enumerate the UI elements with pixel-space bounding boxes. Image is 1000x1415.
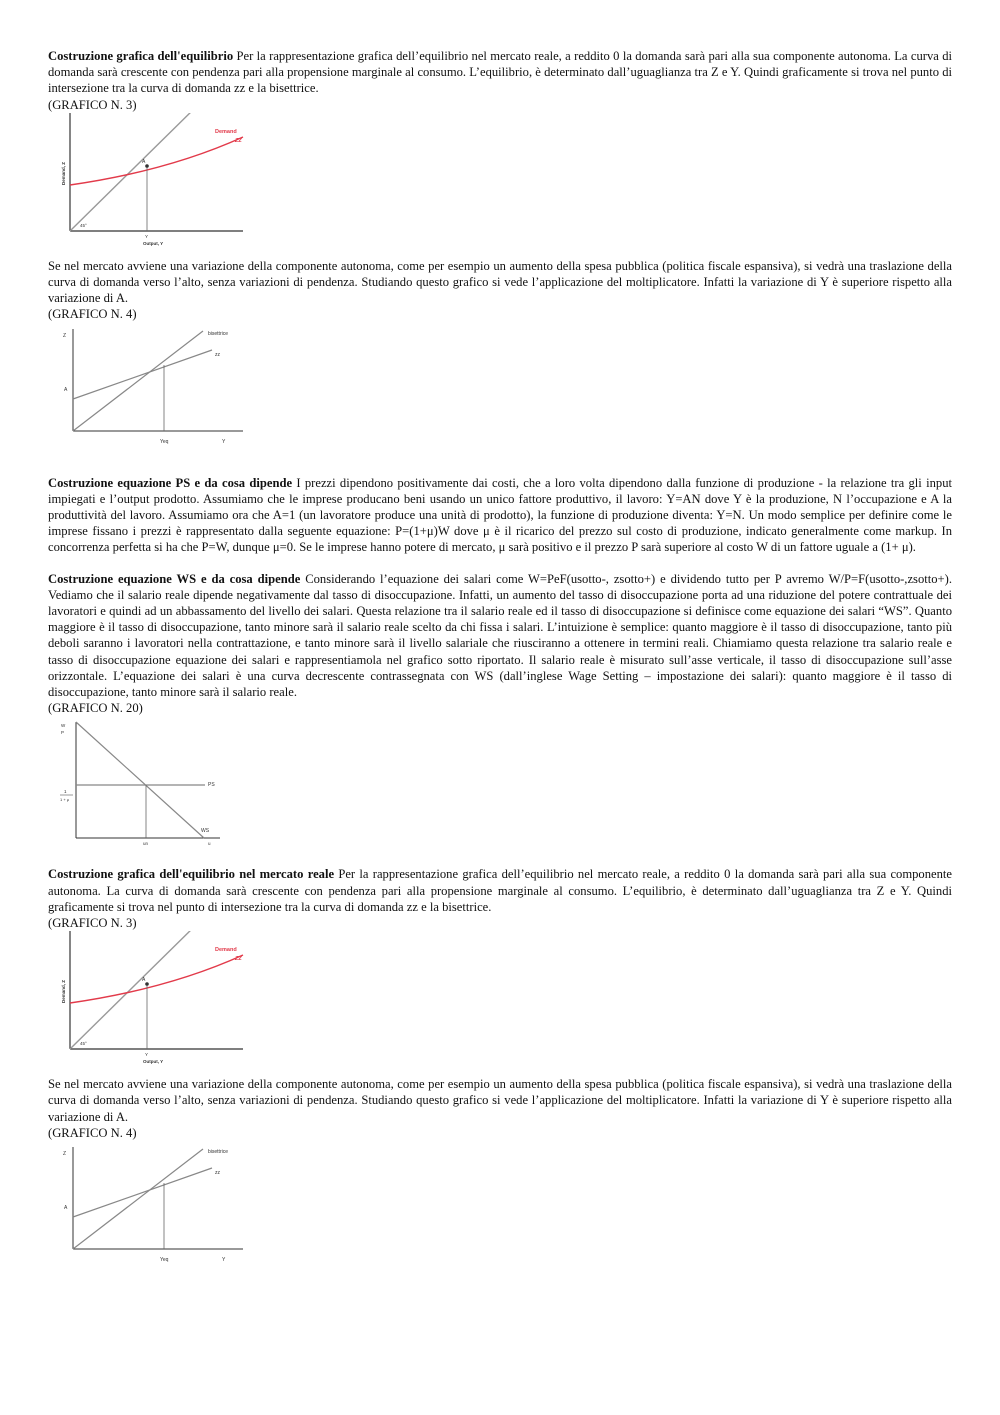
section-equilibrium-real-market: [48, 866, 952, 1066]
angle-label: 45°: [80, 1041, 87, 1047]
section-ws-equation: [48, 571, 952, 847]
paragraph-text: Se nel mercato avviene una variazione della componente autonoma, come per esempio un aumento della spesa pubblica (politica fiscale espansiva), si vedrà una traslazione della curva di domanda verso l’alto, senza variazioni di pendenza. Studiando questo grafico si vede l’applicazione del moltiplicatore. Infatti la variazione di Y è superiore rispetto alla variazione di A.: [48, 258, 952, 306]
figure-label: (GRAFICO N. 20): [48, 701, 143, 716]
ps-value-label: 1: [64, 789, 67, 795]
eq-label: Yeq: [160, 1257, 169, 1264]
y-axis-label: Z: [63, 332, 67, 339]
curve-label: ZZ: [235, 137, 242, 144]
paragraph-text: Per la rappresentazione grafica dell’equilibrio nel mercato reale, a reddito 0 la domanda sarà pari alla sua componente autonoma. La curva di domanda sarà crescente con pendenza pari alla propensione marginale al consumo. L’equilibrio, è determinato dall’uguaglianza tra Z e Y. Quindi graficamente si trova nel punto di intersezione tra la curva di domanda zz e la bisettrice.: [48, 867, 952, 914]
ws-curve: [76, 722, 204, 838]
x-axis-label: Y: [222, 1257, 226, 1264]
bisector-line: [73, 1149, 203, 1249]
zz-line: [73, 350, 212, 399]
section-heading: Costruzione grafica dell'equilibrio: [48, 49, 234, 63]
angle-label: 45°: [80, 222, 87, 228]
intercept-label: A: [64, 1205, 68, 1212]
intercept-label: A: [64, 386, 68, 393]
y-axis-label: P: [61, 730, 65, 736]
equilibrium-point: [145, 982, 149, 986]
section-heading: Costruzione equazione PS e da cosa dipende: [48, 475, 293, 490]
y-axis-label: Demand, Z: [61, 980, 66, 1004]
paragraph: [48, 571, 952, 701]
paragraph-text: Se nel mercato avviene una variazione della componente autonoma, come per esempio un aumento della spesa pubblica (politica fiscale espansiva), si vedrà una traslazione della curva di domanda verso l’alto, senza variazioni di pendenza. Studiando questo grafico si vede l’applicazione del moltiplicatore. Infatti la variazione di Y è superiore rispetto alla variazione di A.: [48, 1077, 952, 1124]
paragraph-text: Per la rappresentazione grafica dell’equilibrio nel mercato reale, a reddito 0 la domanda sarà pari alla sua componente autonoma. La curva di domanda sarà crescente con pendenza pari alla propensione marginale al consumo. L’equilibrio, è determinato dall’uguaglianza tra Z e Y. Quindi graficamente si trova nel punto di intersezione tra la curva di domanda zz e la bisettrice.: [48, 49, 952, 96]
curve-label: Demand: [215, 947, 237, 954]
x-tick-label: Y: [145, 1052, 149, 1058]
zz-line: [73, 1168, 212, 1217]
figure-g20: [58, 716, 233, 846]
demand-curve: [70, 137, 243, 185]
section-heading: Costruzione grafica dell'equilibrio nel mercato reale: [48, 867, 335, 882]
demand-curve: [70, 955, 243, 1003]
paragraph: [48, 866, 952, 915]
figure-g4: [58, 323, 258, 453]
zz-label: zz: [215, 1170, 220, 1177]
x-axis-label: u: [208, 841, 211, 847]
section-autonomous-change: [48, 1076, 952, 1271]
figure-g3: [58, 113, 258, 248]
x-axis-label: Y: [222, 438, 226, 445]
bisector-label: bisettrice: [208, 330, 229, 337]
bisector-label: bisettrice: [208, 1149, 229, 1156]
eq-label: Yeq: [160, 438, 169, 445]
section-ps-equation: [48, 475, 952, 556]
equilibrium-point: [145, 164, 149, 168]
paragraph-text: I prezzi dipendono positivamente dai costi, che a loro volta dipendono dalla funzione di produzione - la relazione tra gli input impiegati e l’output prodotto. Assumiamo che le imprese producano beni usando un unico fattore produttivo, il lavoro: Y=AN dove Y è la produzione, N l’occupazione e A la produttività del lavoro. Assumiamo ora che A=1 (un lavoratore produce una unità di prodotto), la funzione di produzione diventa: Y=N. Un modo semplice per definire come le imprese fissano i prezzi è rappresentato dalla seguente equazione: P=(1+μ)W dove μ è il ricarico del prezzo sul costo di produzione, indicato generalmente come markup. In concorrenza perfetta si ha che P=W, dunque μ=0. Se le imprese hanno potere di mercato, μ sarà positivo e il prezzo P sarà superiore al costo W di un fattore uguale a (1+ μ).: [48, 475, 952, 555]
figure-label: (GRAFICO N. 3): [48, 916, 137, 931]
paragraph-text: Considerando l’equazione dei salari come W=PeF(usotto-, zsotto+) e dividendo tutto per P avremo W/P=F(usotto-,zsotto+). Vediamo che il salario reale dipende negativamente dal tasso di disoccupazione. Infatti, un aumento del tasso di disoccupazione porta ad una riduzione del potere contrattuale dei lavoratori e quindi ad un abbassamento del livello dei salari. Questa relazione tra il salario reale ed il tasso di disoccupazione si definisce come equazione dei salari “WS”. Quanto maggiore è il tasso di disoccupazione, tanto minore sarà il salario reale scelto da chi fissa i salari. L’intuizione è semplice: quanto maggiore è il tasso di disoccupazione, tanto più deboli saranno i lavoratori nella contrattazione, e tanto minore sarà il livello salariale che riusciranno a ottenere in termini reali. Chiamiamo questa relazione tra salario reale e tasso di disoccupazione equazione dei salari e rappresentiamola nel grafico sotto riportato. Il salario reale è misurato sull’asse verticale, il tasso di disoccupazione sull’asse orizzontale. L’equazione dei salari è una curva decrescente contrassegnata con WS (dall’inglese Wage Setting – impostazione dei salari): quanto maggiore è il tasso di disoccupazione, tanto minore sarà il salario reale.: [48, 571, 952, 700]
y-axis-label: Z: [63, 1151, 67, 1158]
bisector-line: [70, 113, 198, 231]
point-label: A: [142, 158, 146, 165]
ps-value-label: 1 + μ: [60, 797, 70, 803]
x-tick-label: Y: [145, 233, 149, 239]
x-axis-label: Output, Y: [143, 240, 164, 246]
paragraph: [48, 1076, 952, 1125]
curve-label: Demand: [215, 128, 237, 135]
section-equilibrium-graph: [48, 48, 952, 248]
ws-label: WS: [201, 828, 210, 835]
ps-label: PS: [208, 782, 215, 789]
section-heading: Costruzione equazione WS e da cosa dipende: [48, 571, 301, 586]
figure-label: (GRAFICO N. 3): [48, 97, 137, 112]
section-autonomous-change: [48, 258, 952, 453]
figure-label: (GRAFICO N. 4): [48, 1125, 137, 1140]
y-axis-label: W: [61, 723, 66, 729]
un-label: un: [143, 841, 149, 847]
bisector-line: [73, 331, 203, 431]
paragraph: [48, 258, 952, 307]
point-label: A: [142, 977, 146, 984]
document-page: [48, 48, 952, 1271]
zz-label: zz: [215, 351, 220, 358]
y-axis-label: Demand, Z: [61, 161, 66, 185]
curve-label: ZZ: [235, 956, 242, 963]
paragraph: [48, 48, 952, 97]
x-axis-label: Output, Y: [143, 1059, 164, 1065]
figure-g4: [58, 1141, 258, 1271]
bisector-line: [70, 931, 198, 1049]
paragraph: [48, 475, 952, 556]
figure-g3: [58, 931, 258, 1066]
figure-label: (GRAFICO N. 4): [48, 307, 137, 322]
